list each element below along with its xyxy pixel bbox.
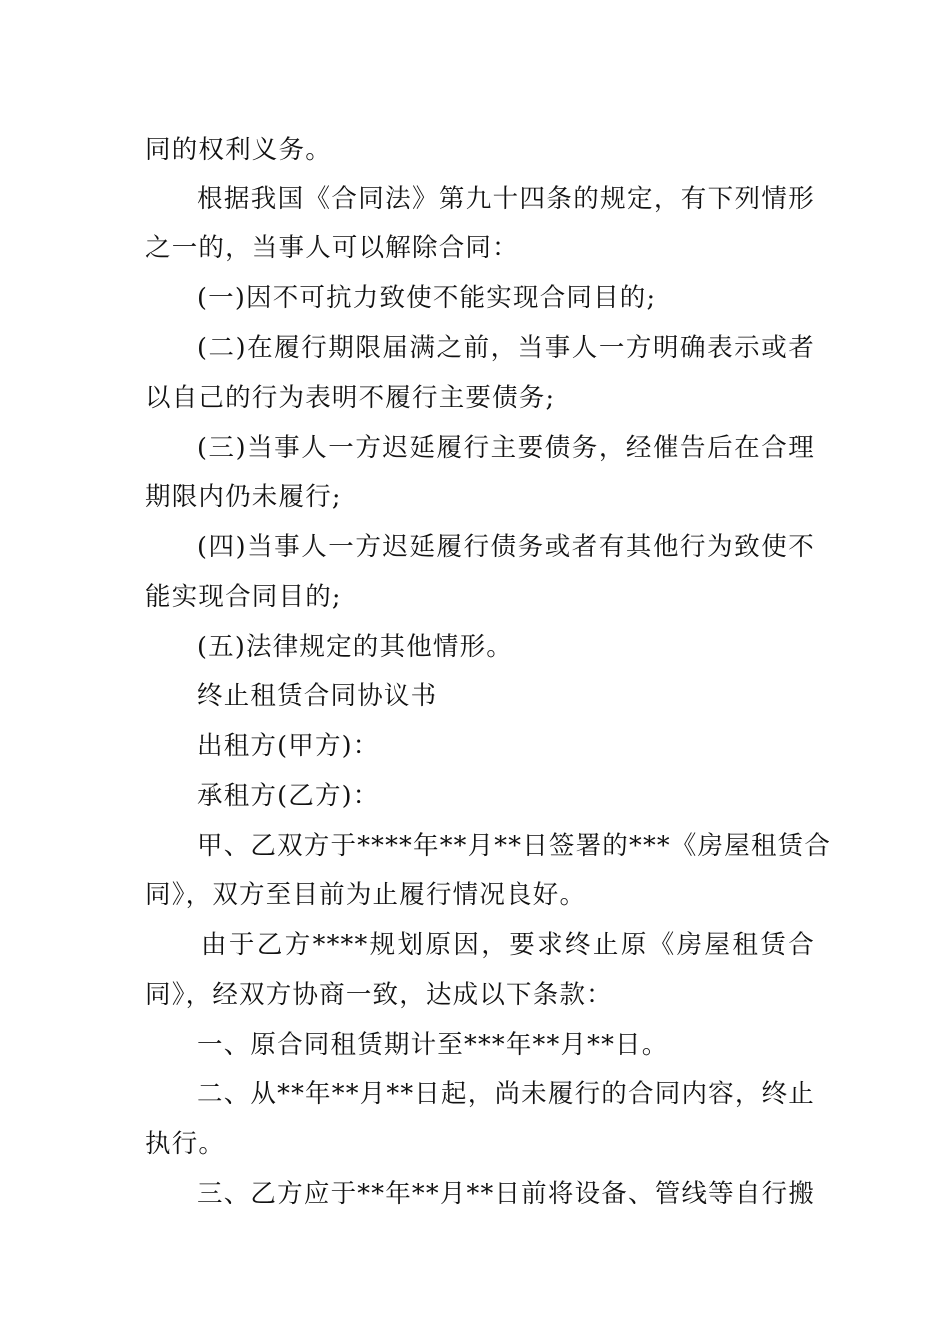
- text-line: (一)因不可抗力致使不能实现合同目的;: [197, 283, 657, 313]
- text-line: 承租方(乙方)：: [197, 781, 380, 811]
- text-line: 根据我国《合同法》第九十四条的规定，有下列情形: [197, 184, 815, 214]
- text-line: 三、乙方应于**年**月**日前将设备、管线等自行搬: [197, 1179, 815, 1209]
- text-line: 执行。: [145, 1129, 226, 1159]
- text-line: 甲、乙双方于****年**月**日签署的***《房屋租赁合: [197, 831, 832, 861]
- text-line: 二、从**年**月**日起，尚未履行的合同内容，终止: [197, 1079, 815, 1109]
- text-line: (四)当事人一方迟延履行债务或者有其他行为致使不: [197, 532, 815, 562]
- text-line: 期限内仍未履行;: [145, 482, 342, 512]
- text-line: 一、原合同租赁期计至***年**月**日。: [197, 1030, 669, 1060]
- text-line: 终止租赁合同协议书: [197, 681, 438, 711]
- text-line: (五)法律规定的其他情形。: [197, 632, 513, 662]
- text-line: 同》，双方至目前为止履行情况良好。: [145, 880, 587, 910]
- text-line: 由于乙方****规划原因，要求终止原《房屋租赁合: [201, 930, 815, 960]
- text-line: 同的权利义务。: [145, 135, 332, 165]
- text-line: 之一的，当事人可以解除合同：: [145, 233, 519, 263]
- text-line: 以自己的行为表明不履行主要债务;: [145, 383, 556, 413]
- text-line: 出租方(甲方)：: [197, 731, 380, 761]
- text-line: 能实现合同目的;: [145, 582, 342, 612]
- text-line: 同》，经双方协商一致，达成以下条款：: [145, 980, 613, 1010]
- text-line: (三)当事人一方迟延履行主要债务，经催告后在合理: [197, 433, 815, 463]
- text-line: (二)在履行期限届满之前，当事人一方明确表示或者: [197, 333, 815, 363]
